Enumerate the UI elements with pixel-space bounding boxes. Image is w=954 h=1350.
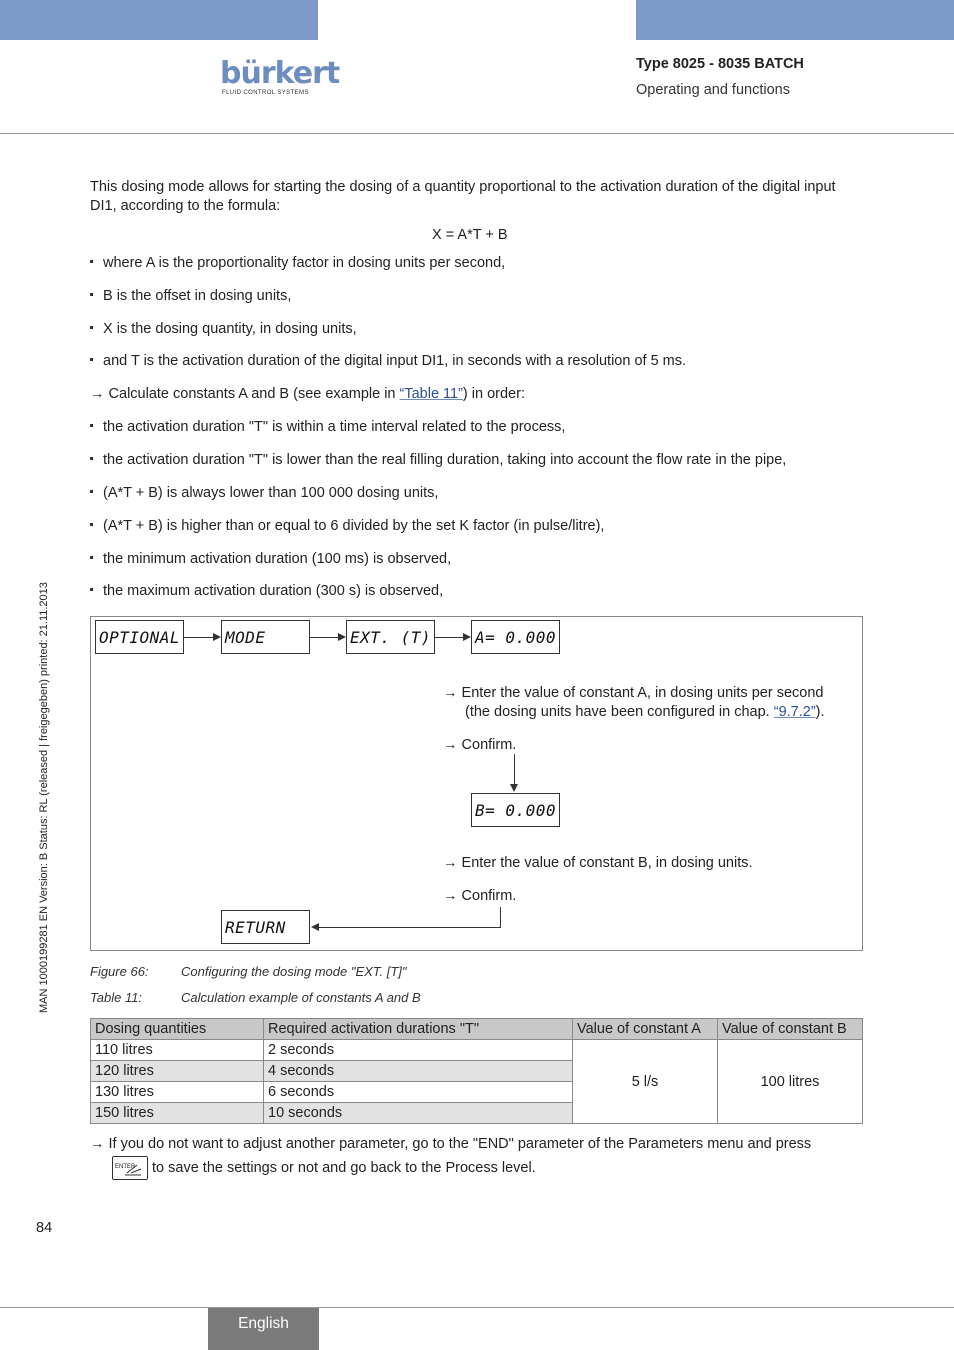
confirm-text: Confirm. bbox=[461, 888, 517, 904]
step-enter-a bbox=[443, 684, 858, 703]
step-enter-a-note bbox=[465, 703, 865, 722]
final-text-end: to save the settings or not and go back to the Process level. bbox=[152, 1159, 536, 1176]
duration-cell: 6 seconds bbox=[264, 1082, 573, 1103]
figure-caption-label: Figure 66: bbox=[90, 964, 149, 979]
step-a-note-text: (the dosing units have been configured in chap. bbox=[465, 704, 774, 720]
logo-tagline: FLUID CONTROL SYSTEMS bbox=[222, 90, 309, 96]
figure-66-diagram bbox=[90, 616, 863, 951]
connector-line bbox=[310, 637, 339, 638]
calc-text-end: ) in order: bbox=[462, 386, 525, 402]
logo-wordmark: bürkert bbox=[220, 56, 340, 91]
dosing-quantity-cell: 120 litres bbox=[91, 1061, 264, 1082]
arrow-left-icon bbox=[311, 923, 319, 931]
condition-text: (A*T + B) is always lower than 100 000 dosing units, bbox=[103, 485, 439, 501]
dosing-quantity-cell: 130 litres bbox=[91, 1082, 264, 1103]
connector-line bbox=[319, 927, 501, 928]
lcd-optional: OPTIONAL bbox=[95, 620, 184, 654]
footer-divider bbox=[0, 1307, 954, 1308]
definition-text: where A is the proportionality factor in dosing units per second, bbox=[103, 255, 506, 271]
step-enter-b bbox=[443, 854, 753, 873]
bullet bbox=[90, 523, 93, 526]
figure-caption-text: Configuring the dosing mode "EXT. [T]" bbox=[181, 964, 407, 979]
arrow-icon: → bbox=[443, 685, 458, 701]
condition-text: the activation duration "T" is lower than the real filling duration, taking into account the flow rate in the pipe, bbox=[103, 452, 787, 468]
bullet bbox=[90, 293, 93, 296]
table-row bbox=[91, 1040, 863, 1061]
condition-text: the activation duration "T" is within a time interval related to the process, bbox=[103, 419, 566, 435]
column-header: Required activation durations "T" bbox=[264, 1019, 573, 1040]
dosing-quantity-cell: 150 litres bbox=[91, 1103, 264, 1124]
bullet bbox=[90, 490, 93, 493]
language-tab: English bbox=[208, 1308, 319, 1350]
condition-text: the minimum activation duration (100 ms) is observed, bbox=[103, 551, 452, 567]
calc-text: Calculate constants A and B (see example in bbox=[108, 386, 400, 402]
arrow-right-icon bbox=[463, 633, 471, 641]
arrow-icon: → bbox=[443, 855, 458, 871]
document-metadata: MAN 1000199281 EN Version: B Status: RL (released | freigegeben) printed: 21.11.2013 bbox=[38, 582, 50, 1013]
header-bar-left bbox=[0, 0, 318, 40]
arrow-icon: → bbox=[90, 1136, 105, 1152]
connector-line bbox=[435, 637, 464, 638]
condition-item bbox=[90, 418, 565, 437]
bullet bbox=[90, 260, 93, 263]
arrow-icon: → bbox=[443, 737, 458, 753]
arrow-right-icon bbox=[213, 633, 221, 641]
step-confirm-a bbox=[443, 736, 516, 755]
column-header: Value of constant A bbox=[573, 1019, 718, 1040]
constant-b-cell: 100 litres bbox=[718, 1040, 863, 1124]
condition-item bbox=[90, 517, 604, 536]
page-number: 84 bbox=[36, 1220, 53, 1236]
section-title: Operating and functions bbox=[636, 82, 790, 98]
header-divider bbox=[0, 133, 954, 134]
final-instruction-cont bbox=[112, 1156, 872, 1180]
enter-key-label: ENTER bbox=[115, 1164, 136, 1170]
step-a-note-end: ). bbox=[815, 704, 825, 720]
arrow-icon: → bbox=[90, 386, 105, 402]
bullet bbox=[90, 457, 93, 460]
chapter-972-link[interactable]: “9.7.2” bbox=[773, 704, 816, 720]
connector-line bbox=[514, 754, 515, 784]
step-confirm-b bbox=[443, 887, 516, 906]
enter-key-icon bbox=[112, 1156, 148, 1180]
formula: X = A*T + B bbox=[432, 227, 508, 243]
bullet bbox=[90, 588, 93, 591]
table-11-link[interactable]: “Table 11” bbox=[399, 386, 463, 402]
table-caption-label: Table 11: bbox=[90, 990, 143, 1005]
condition-item bbox=[90, 451, 786, 470]
intro-paragraph: This dosing mode allows for starting the dosing of a quantity proportional to the activation duration of the digital input DI1, according to the formula: bbox=[90, 179, 836, 214]
arrow-right-icon bbox=[338, 633, 346, 641]
enter-symbol-icon bbox=[113, 1157, 147, 1179]
connector-line bbox=[184, 637, 214, 638]
condition-item bbox=[90, 484, 438, 503]
definition-item bbox=[90, 254, 505, 273]
burkert-logo bbox=[220, 58, 339, 96]
final-instruction bbox=[90, 1135, 870, 1154]
duration-cell: 2 seconds bbox=[264, 1040, 573, 1061]
lcd-mode: MODE bbox=[221, 620, 310, 654]
document-type: Type 8025 - 8035 BATCH bbox=[636, 56, 804, 72]
step-a-text: Enter the value of constant A, in dosing units per second bbox=[461, 685, 824, 701]
table-header-row bbox=[91, 1019, 863, 1040]
duration-cell: 4 seconds bbox=[264, 1061, 573, 1082]
condition-text: the maximum activation duration (300 s) is observed, bbox=[103, 583, 444, 599]
bullet bbox=[90, 424, 93, 427]
lcd-constant-a: A= 0.000 bbox=[471, 620, 560, 654]
column-header: Dosing quantities bbox=[91, 1019, 264, 1040]
condition-text: (A*T + B) is higher than or equal to 6 divided by the set K factor (in pulse/litre), bbox=[103, 518, 605, 534]
header-bar-right bbox=[636, 0, 954, 40]
definition-text: and T is the activation duration of the digital input DI1, in seconds with a resolution of 5 ms. bbox=[103, 353, 687, 369]
lcd-ext-t: EXT. (T) bbox=[346, 620, 435, 654]
definition-text: X is the dosing quantity, in dosing units, bbox=[103, 321, 357, 337]
column-header: Value of constant B bbox=[718, 1019, 863, 1040]
definition-text: B is the offset in dosing units, bbox=[103, 288, 292, 304]
arrow-icon: → bbox=[443, 888, 458, 904]
bullet bbox=[90, 556, 93, 559]
connector-line bbox=[500, 907, 501, 927]
calc-instruction bbox=[90, 385, 525, 404]
final-text: If you do not want to adjust another parameter, go to the "END" parameter of the Parameters menu and press bbox=[108, 1136, 812, 1152]
definition-item bbox=[90, 352, 686, 371]
lcd-return: RETURN bbox=[221, 910, 310, 944]
table-caption-text: Calculation example of constants A and B bbox=[181, 990, 421, 1005]
definition-item bbox=[90, 287, 291, 306]
constant-a-cell: 5 l/s bbox=[573, 1040, 718, 1124]
arrow-down-icon bbox=[510, 784, 518, 792]
bullet bbox=[90, 326, 93, 329]
condition-item bbox=[90, 550, 451, 569]
dosing-quantity-cell: 110 litres bbox=[91, 1040, 264, 1061]
lcd-constant-b: B= 0.000 bbox=[471, 793, 560, 827]
duration-cell: 10 seconds bbox=[264, 1103, 573, 1124]
condition-item bbox=[90, 582, 443, 601]
step-b-text: Enter the value of constant B, in dosing units. bbox=[461, 855, 753, 871]
definition-item bbox=[90, 320, 357, 339]
confirm-text: Confirm. bbox=[461, 737, 517, 753]
bullet bbox=[90, 358, 93, 361]
calculation-table bbox=[90, 1018, 863, 1124]
